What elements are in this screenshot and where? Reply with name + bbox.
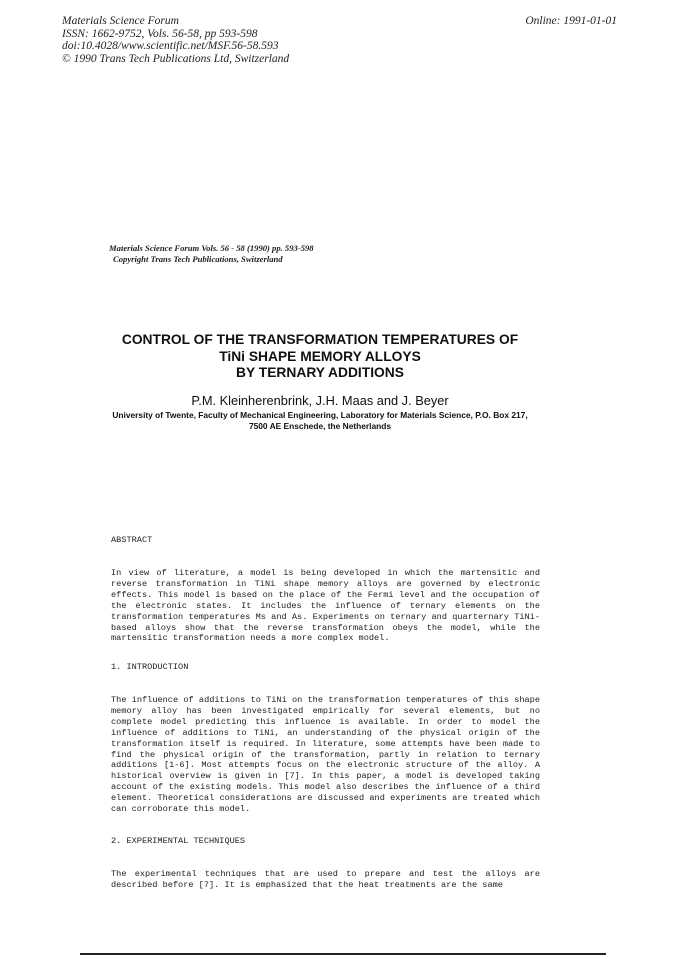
journal-copyright-line: Copyright Trans Tech Publications, Switzerland — [113, 254, 283, 264]
journal-reference — [109, 243, 314, 265]
abstract-text: In view of literature, a model is being developed in which the martensitic and reverse transformation in TiNi shape memory alloys are governed by electronic effects. This model is based on the place of the Fermi level and the occupation of the electronic states. It includes the influence of ternary elements on the transformation temperatures Ms and As. Experiments on ternary and quarternary TiNi-based alloys show that the reverse transformation obeys the model, while the martensitic transformation needs a more complex model. — [111, 568, 540, 644]
footer-rule — [80, 953, 606, 955]
publication-header — [62, 15, 289, 65]
title-line-3: BY TERNARY ADDITIONS — [236, 365, 404, 380]
author-list: P.M. Kleinherenbrink, J.H. Maas and J. Beyer — [191, 393, 449, 408]
experimental-text: The experimental techniques that are used to prepare and test the alloys are described before [7]. It is emphasized that the heat treatments are the same — [111, 869, 540, 890]
paper-title — [0, 332, 640, 382]
journal-name: Materials Science Forum — [62, 15, 179, 27]
journal-volume-line: Materials Science Forum Vols. 56 - 58 (1990) pp. 593-598 — [109, 243, 314, 253]
online-date: Online: 1991-01-01 — [525, 15, 617, 27]
affiliation-line-1: University of Twente, Faculty of Mechanical Engineering, Laboratory for Materials Science, P.O. Box 217, — [112, 410, 528, 420]
copyright-line: © 1990 Trans Tech Publications Ltd, Switzerland — [62, 52, 290, 65]
title-line-1: CONTROL OF THE TRANSFORMATION TEMPERATURES OF — [121, 332, 519, 347]
issn-line: ISSN: 1662-9752, Vols. 56-58, pp 593-598 — [62, 27, 258, 40]
title-line-2: TiNi SHAPE MEMORY ALLOYS — [219, 348, 421, 364]
section-heading-introduction: 1. INTRODUCTION — [111, 662, 189, 672]
affiliation — [0, 410, 640, 432]
section-heading-experimental: 2. EXPERIMENTAL TECHNIQUES — [111, 836, 246, 846]
doi-line[interactable]: doi:10.4028/www.scientific.net/MSF.56-58.593 — [62, 40, 279, 53]
abstract-heading: ABSTRACT — [111, 535, 153, 545]
affiliation-line-2: 7500 AE Enschede, the Netherlands — [248, 421, 392, 431]
introduction-text: The influence of additions to TiNi on the transformation temperatures of this shape memory alloy has been investigated empirically for several elements, but no complete model predicting this influence is available. In order to model the influence of additions to TiNi, an understanding of the physical origin of the transformation itself is required. In literature, some attempts have been made to find the physical origin of the transformation, partly in relation to ternary additions [1-6]. Most attempts focus on the electronic structure of the alloy. A historical overview is given in [7]. In this paper, a model is developed taking account of the existing models. This model also describes the influence of a third element. Theoretical considerations are discussed and experiments are treated which can corroborate this model. — [111, 695, 540, 815]
